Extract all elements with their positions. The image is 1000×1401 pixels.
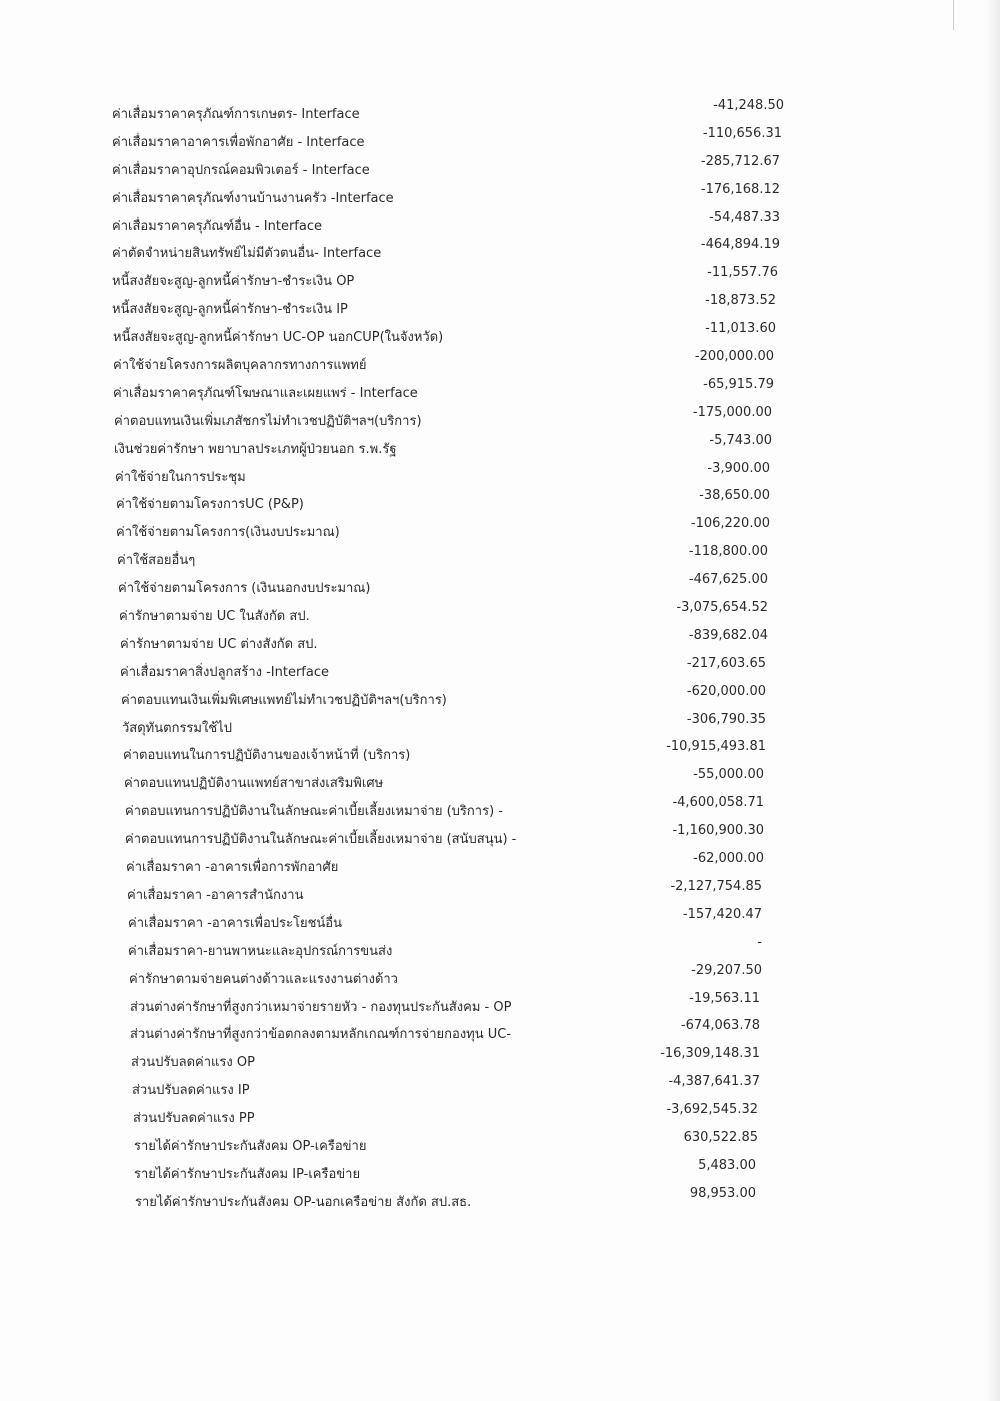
ledger-row-amount: -19,563.11 bbox=[689, 990, 760, 1006]
ledger-row-amount: -16,309,148.31 bbox=[660, 1046, 760, 1062]
ledger-row-label: เงินช่วยค่ารักษา พยาบาลประเภทผู้ป่วยนอก ร.พ.รัฐ bbox=[114, 441, 397, 457]
ledger-row-amount: -3,692,545.32 bbox=[666, 1102, 758, 1118]
ledger-row bbox=[112, 825, 772, 853]
ledger-row-label: ค่ารักษาตามจ่ายคนต่างด้าวและแรงงานต่างด้าว bbox=[129, 971, 398, 987]
page-edge-shadow bbox=[986, 0, 1000, 1401]
ledger-row bbox=[112, 627, 772, 658]
ledger-row-label: ค่าใช้จ่ายตามโครงการUC (P&P) bbox=[116, 497, 304, 513]
ledger-row-amount: -839,682.04 bbox=[688, 627, 768, 643]
ledger-row bbox=[112, 1048, 772, 1076]
ledger-row-amount: -464,894.19 bbox=[700, 237, 780, 253]
ledger-row bbox=[112, 404, 772, 435]
ledger-row-amount: 98,953.00 bbox=[689, 1185, 756, 1201]
ledger-row-amount: -175,000.00 bbox=[692, 404, 772, 420]
ledger-row-label: ค่าเสื่อมราคาอุปกรณ์คอมพิวเตอร์ - Interface bbox=[112, 162, 370, 178]
ledger-row bbox=[112, 853, 772, 881]
ledger-row bbox=[112, 711, 772, 742]
ledger-row-label: ส่วนปรับลดค่าแรง PP bbox=[133, 1111, 255, 1127]
ledger-row-amount: -110,656.31 bbox=[702, 125, 782, 141]
ledger-row-label: ส่วนปรับลดค่าแรง OP bbox=[131, 1055, 255, 1071]
ledger-row-amount: - bbox=[757, 934, 762, 950]
ledger-row-amount: -4,600,058.71 bbox=[672, 795, 764, 811]
ledger-row-amount: -176,168.12 bbox=[700, 181, 780, 197]
ledger-row bbox=[112, 797, 772, 825]
ledger-row-label: ค่าเสื่อมราคา -อาคารเพื่อการพักอาศัย bbox=[126, 860, 339, 876]
ledger-row-label: ค่าเสื่อมราคา-ยานพาหนะและอุปกรณ์การขนส่ง bbox=[128, 943, 393, 959]
ledger-row bbox=[112, 683, 772, 714]
ledger-row bbox=[112, 546, 772, 574]
ledger-row-amount: -620,000.00 bbox=[686, 683, 766, 699]
ledger-row bbox=[112, 265, 778, 295]
ledger-row-label: ค่าเสื่อมราคาสิ่งปลูกสร้าง -Interface bbox=[120, 664, 329, 680]
ledger-row-amount: -5,743.00 bbox=[709, 432, 772, 448]
ledger-row bbox=[112, 878, 772, 909]
ledger-row bbox=[112, 741, 772, 769]
ledger-row-label: ค่าเสื่อมราคา -อาคารสำนักงาน bbox=[127, 887, 304, 903]
ledger-row-amount: -10,915,493.81 bbox=[666, 739, 766, 755]
ledger-row-label: ค่าตอบแทนปฏิบัติงานแพทย์สาขาส่งเสริมพิเศษ bbox=[124, 776, 384, 792]
ledger-row-label: ค่าตอบแทนเงินเพิ่มพิเศษแพทย์ไม่ทำเวชปฏิบัติฯลฯ(บริการ) bbox=[121, 692, 447, 708]
ledger-row-amount: -29,207.50 bbox=[691, 962, 762, 978]
ledger-row-label: รายได้ค่ารักษาประกันสังคม OP-เครือข่าย bbox=[134, 1138, 367, 1154]
ledger-row bbox=[112, 1185, 772, 1216]
ledger-row bbox=[112, 655, 772, 686]
ledger-row-amount: -55,000.00 bbox=[693, 767, 764, 783]
ledger-row bbox=[112, 1157, 772, 1188]
ledger-row-amount: -11,557.76 bbox=[707, 265, 778, 281]
ledger-row-amount: -157,420.47 bbox=[682, 906, 762, 922]
ledger-row-amount: -2,127,754.85 bbox=[670, 878, 762, 894]
ledger-row-label: ส่วนต่างค่ารักษาที่สูงกว่าเหมาจ่ายรายหัว - กองทุนประกันสังคม - OP bbox=[130, 999, 512, 1015]
ledger-row bbox=[112, 181, 780, 212]
ledger-row-label: ค่าเสื่อมราคาครุภัณฑ์งานบ้านงานครัว -Interface bbox=[112, 190, 394, 206]
ledger-row bbox=[112, 125, 782, 156]
ledger-row-label: ค่าเสื่อมราคาครุภัณฑ์การเกษตร- Interface bbox=[112, 107, 360, 122]
ledger-row-amount: -1,160,900.30 bbox=[672, 823, 764, 839]
ledger-row-label: หนี้สงสัยจะสูญ-ลูกหนี้ค่ารักษา-ชำระเงิน OP bbox=[112, 274, 355, 290]
ledger-row-amount: 5,483.00 bbox=[698, 1157, 756, 1173]
ledger-row bbox=[112, 602, 772, 630]
ledger-row-label: ส่วนปรับลดค่าแรง IP bbox=[132, 1083, 250, 1099]
ledger-row-amount: -306,790.35 bbox=[686, 711, 766, 727]
ledger-row bbox=[112, 1129, 772, 1160]
ledger-row-label: หนี้สงสัยจะสูญ-ลูกหนี้ค่ารักษา UC-OP นอกCUP(ในจังหวัด) bbox=[113, 330, 444, 346]
ledger-row-label: ค่าตอบแทนการปฏิบัติงานในลักษณะค่าเบี้ยเลี้ยงเหมาจ่าย (สนับสนุน) - bbox=[125, 832, 517, 848]
ledger-list bbox=[112, 98, 784, 1216]
ledger-row-amount: -3,075,654.52 bbox=[676, 600, 768, 616]
ledger-row-amount: -65,915.79 bbox=[703, 376, 774, 392]
ledger-row-amount: -54,487.33 bbox=[709, 209, 780, 225]
ledger-row-label: ค่ารักษาตามจ่าย UC ต่างสังกัด สป. bbox=[120, 636, 318, 652]
ledger-row bbox=[112, 209, 780, 240]
ledger-row-label: หนี้สงสัยจะสูญ-ลูกหนี้ค่ารักษา-ชำระเงิน IP bbox=[112, 302, 348, 318]
ledger-row-amount: -467,625.00 bbox=[688, 572, 768, 588]
ledger-row-label: ค่าใช้จ่ายตามโครงการ (เงินนอกงบประมาณ) bbox=[118, 581, 371, 597]
ledger-row bbox=[112, 1020, 772, 1048]
ledger-row-label: ค่าใช้สอยอื่นๆ bbox=[117, 553, 196, 569]
ledger-row-amount: -217,603.65 bbox=[686, 655, 766, 671]
ledger-row-amount: -200,000.00 bbox=[694, 349, 774, 365]
ledger-row bbox=[112, 769, 772, 797]
ledger-row-label: ค่ารักษาตามจ่าย UC ในสังกัด สป. bbox=[119, 609, 310, 625]
ledger-row bbox=[112, 321, 776, 351]
ledger-row-label: ค่าใช้จ่ายโครงการผลิตบุคลากรทางการแพทย์ bbox=[113, 358, 367, 374]
ledger-row-amount: -4,387,641.37 bbox=[668, 1074, 760, 1090]
ledger-row-label: ค่าตอบแทนการปฏิบัติงานในลักษณะค่าเบี้ยเลี้ยงเหมาจ่าย (บริการ) - bbox=[125, 804, 503, 820]
ledger-row-amount: -38,650.00 bbox=[699, 488, 770, 504]
ledger-row-label: ส่วนต่างค่ารักษาที่สูงกว่าข้อตกลงตามหลักเกณฑ์การจ่ายกองทุน UC- bbox=[130, 1027, 512, 1043]
ledger-row bbox=[112, 962, 772, 993]
ledger-row bbox=[112, 934, 772, 965]
ledger-row-amount: -11,013.60 bbox=[705, 321, 776, 337]
ledger-row-label: ค่าตัดจำหน่ายสินทรัพย์ไม่มีตัวตนอื่น- Interface bbox=[112, 246, 382, 262]
ledger-row bbox=[112, 574, 772, 602]
ledger-row-amount: -674,063.78 bbox=[680, 1018, 760, 1034]
ledger-row bbox=[112, 1104, 772, 1132]
ledger-row-label: รายได้ค่ารักษาประกันสังคม IP-เครือข่าย bbox=[134, 1166, 361, 1182]
ledger-row bbox=[112, 990, 772, 1021]
ledger-row bbox=[112, 460, 772, 491]
ledger-row-label: รายได้ค่ารักษาประกันสังคม OP-นอกเครือข่าย สังกัด สป.สธ. bbox=[135, 1194, 472, 1210]
ledger-row-label: ค่าเสื่อมราคาอาคารเพื่อพักอาศัย - Interface bbox=[112, 134, 365, 150]
ledger-row-label: ค่าใช้จ่ายในการประชุม bbox=[115, 469, 246, 485]
ledger-row bbox=[112, 376, 774, 407]
ledger-row bbox=[112, 432, 772, 463]
ledger-row-amount: -285,712.67 bbox=[700, 153, 780, 169]
ledger-row bbox=[112, 906, 772, 937]
ledger-row-amount: 630,522.85 bbox=[683, 1129, 758, 1145]
ledger-row bbox=[112, 293, 776, 323]
ledger-row-amount: -118,800.00 bbox=[688, 544, 768, 560]
ledger-row bbox=[112, 153, 780, 184]
ledger-row-amount: -106,220.00 bbox=[690, 516, 770, 532]
ledger-row-label: วัสดุทันตกรรมใช้ไป bbox=[122, 720, 232, 736]
ledger-row-label: ค่าใช้จ่ายตามโครงการ(เงินงบประมาณ) bbox=[116, 525, 340, 541]
ledger-row-amount: -41,248.50 bbox=[713, 98, 784, 113]
ledger-row bbox=[112, 237, 780, 267]
ledger-row-label: ค่าตอบแทนเงินเพิ่มเภสัชกรไม่ทำเวชปฏิบัติฯลฯ(บริการ) bbox=[114, 413, 422, 429]
ledger-row-amount: -18,873.52 bbox=[705, 293, 776, 309]
ledger-row bbox=[112, 1076, 772, 1104]
ledger-row bbox=[112, 98, 784, 128]
ledger-row bbox=[112, 351, 772, 379]
ledger-row bbox=[112, 490, 772, 518]
ledger-row-label: ค่าเสื่อมราคาครุภัณฑ์อื่น - Interface bbox=[112, 218, 322, 234]
ledger-row bbox=[112, 518, 772, 546]
ledger-row-amount: -3,900.00 bbox=[707, 460, 770, 476]
ledger-row-label: ค่าเสื่อมราคาครุภัณฑ์โฆษณาและเผยแพร่ - Interface bbox=[113, 385, 418, 401]
ledger-row-label: ค่าเสื่อมราคา -อาคารเพื่อประโยชน์อื่น bbox=[128, 915, 342, 931]
page-edge-mark bbox=[953, 0, 954, 30]
ledger-row-label: ค่าตอบแทนในการปฏิบัติงานของเจ้าหน้าที่ (บริการ) bbox=[123, 748, 411, 764]
ledger-row-amount: -62,000.00 bbox=[693, 851, 764, 867]
